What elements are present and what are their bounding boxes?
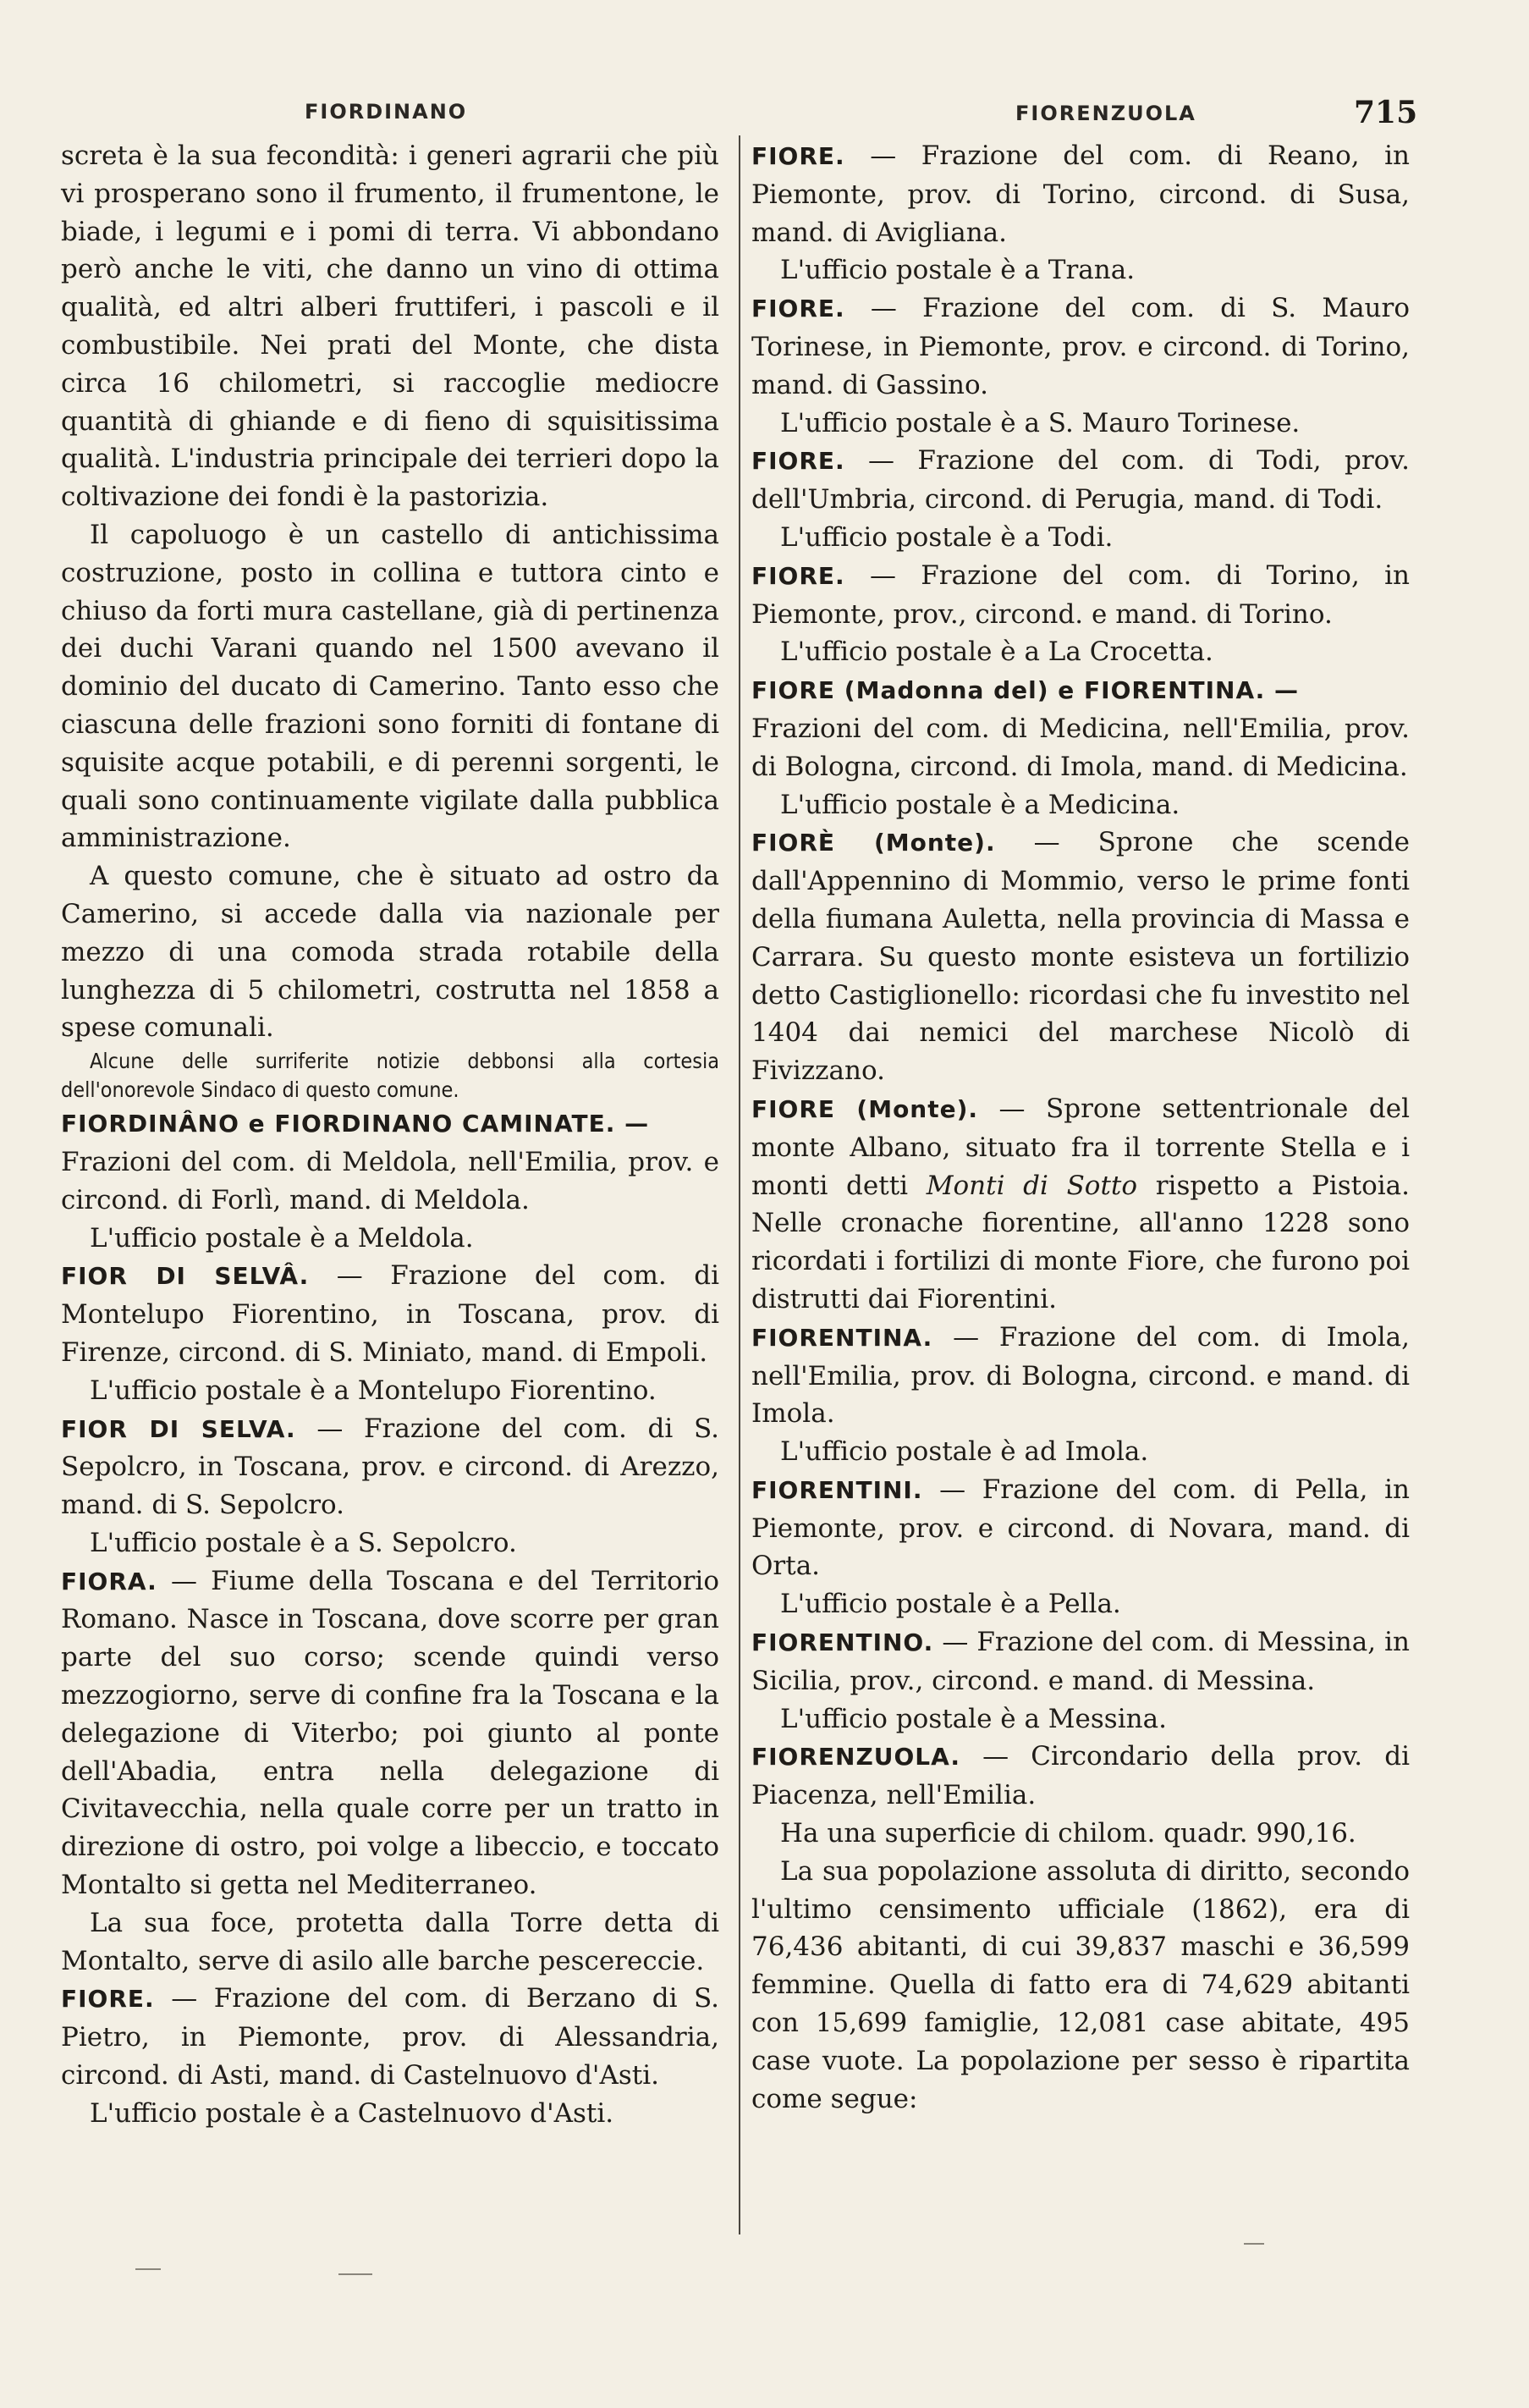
gazetteer-entry bbox=[61, 1562, 719, 1904]
paragraph: La sua popolazione assoluta di diritto, secondo l'ultimo censimento ufficiale (1862), era di 76,436 abitanti, di cui 39,837 maschi e 36,599 femmine. Quella di fatto era di 74,629 abitanti con 15,699 famiglie, 12,081 case abitate, 495 case vuote. La popolazione per sesso è ripartita come segue: bbox=[751, 1855, 1410, 2114]
entry-text: Frazioni del com. di Medicina, nell'Emilia, prov. di Bologna, circond. di Imola, mand. di Medicina. bbox=[751, 713, 1410, 782]
entry-headword: FIORENTINA. bbox=[751, 1323, 933, 1352]
print-speck bbox=[1244, 2243, 1264, 2245]
gazetteer-entry bbox=[751, 1090, 1410, 1319]
postal-office-line: L'ufficio postale è a S. Sepolcro. bbox=[90, 1527, 517, 1558]
entry-text: — Frazione del com. di S. Sepolcro, in Toscana, prov. e circond. di Arezzo, mand. di S. Sepolcro. bbox=[61, 1413, 719, 1521]
entry-headword: FIORE. bbox=[751, 295, 845, 323]
entry-headword: FIORA. bbox=[61, 1567, 157, 1595]
entry-text: — Frazione del com. di Todi, prov. dell'Umbria, circond. di Perugia, mand. di Todi. bbox=[751, 445, 1410, 515]
print-speck bbox=[135, 2268, 161, 2270]
postal-office-line: L'ufficio postale è a Meldola. bbox=[90, 1222, 474, 1254]
gazetteer-entry bbox=[751, 289, 1410, 404]
paragraph: screta è la sua fecondità: i generi agrarii che più vi prosperano sono il frumento, il frumentone, le biade, i legumi e i pomi di terra. Vi abbondano però anche le viti, che danno un vino di ottima qualità, ed altri alberi fruttiferi, i pascoli e il combustibile. Nei prati del Monte, che dista circa 16 chilometri, si raccoglie mediocre quantità di ghiande e di fieno di squisitissima qualità. L'industria principale dei terrieri dopo la coltivazione dei fondi è la pastorizia. bbox=[61, 141, 719, 513]
gazetteer-entry bbox=[751, 1319, 1410, 1433]
entry-headword: FIOR DI SELVÂ. bbox=[61, 1262, 310, 1291]
entry-headword: FIOR DI SELVA. bbox=[61, 1414, 296, 1443]
postal-office-line: L'ufficio postale è ad Imola. bbox=[780, 1436, 1149, 1468]
running-header-left: FIORDINANO bbox=[305, 100, 468, 124]
entry-text: — Frazione del com. di Messina, in Sicilia, prov., circond. e mand. di Messina. bbox=[751, 1627, 1411, 1696]
postal-office-line: L'ufficio postale è a Medicina. bbox=[780, 789, 1180, 820]
postal-office-line: L'ufficio postale è a Montelupo Fiorentino. bbox=[90, 1375, 657, 1406]
postal-office-line: L'ufficio postale è a La Crocetta. bbox=[780, 636, 1213, 668]
gazetteer-entry bbox=[751, 1738, 1410, 1815]
entry-text: — Frazione del com. di Pella, in Piemonte, prov. e circond. di Novara, mand. di Orta. bbox=[751, 1474, 1410, 1582]
gazetteer-entry bbox=[751, 442, 1410, 519]
gazetteer-entry bbox=[751, 137, 1410, 251]
entry-text: — Circondario della prov. di Piacenza, nell'Emilia. bbox=[751, 1741, 1411, 1811]
entry-headword: FIORE. bbox=[751, 142, 845, 170]
right-column bbox=[751, 137, 1410, 2118]
entry-text: rispetto a Pistoia. Nelle cronache fiorentine, all'anno 1228 sono ricordati i fortilizi di monte Fiore, che furono poi distrutti dai Fiorentini. bbox=[751, 1170, 1410, 1314]
gazetteer-entry bbox=[751, 824, 1410, 1090]
running-header-right: FIORENZUOLA bbox=[1015, 102, 1196, 125]
entry-text: — Sprone settentrionale del monte Albano, situato fra il torrente Stella e i monti detti bbox=[751, 1093, 1410, 1201]
entry-headword: FIORE. bbox=[751, 561, 845, 590]
postal-office-line: L'ufficio postale è a Castelnuovo d'Asti. bbox=[90, 2097, 614, 2129]
entry-text: — Frazione del com. di S. Mauro Torinese, in Piemonte, prov. e circond. di Torino, mand. di Gassino. bbox=[751, 293, 1410, 400]
postal-office-line: L'ufficio postale è a Todi. bbox=[780, 521, 1114, 553]
entry-text: — Frazione del com. di Torino, in Piemonte, prov., circond. e mand. di Torino. bbox=[751, 559, 1411, 630]
postal-office-line: L'ufficio postale è a Trana. bbox=[780, 255, 1136, 286]
postal-office-line: L'ufficio postale è a S. Mauro Torinese. bbox=[780, 407, 1301, 438]
entry-text: — Sprone che scende dall'Appennino di Mommio, verso le prime fonti della fiumana Auletta, nella provincia di Massa e Carrara. Su questo monte esisteva un fortilizio detto Castiglionello: ricordasi che fu investito nel 1404 dai nemici del marchese Nicolò di Fivizzano. bbox=[751, 827, 1411, 1087]
gazetteer-entry bbox=[61, 1105, 719, 1143]
entry-text: — Fiume della Toscana e del Territorio Romano. Nasce in Toscana, dove scorre per gran parte del suo corso; scende quindi verso mezzogiorno, serve di confine fra la Toscana e la delegazione di Viterbo; poi giunto al ponte dell'Abadia, entra nella delegazione di Civitavecchia, nella quale corre per un tratto in direzione di ostro, poi volge a libeccio, e toccato Montalto si getta nel Mediterraneo. bbox=[61, 1565, 719, 1901]
gazetteer-entry bbox=[751, 557, 1410, 634]
entry-text: — Frazione del com. di Montelupo Fiorentino, in Toscana, prov. di Firenze, circond. di S. Miniato, mand. di Empoli. bbox=[61, 1260, 719, 1368]
entry-headword: FIORENTINI. bbox=[751, 1475, 923, 1504]
print-speck bbox=[338, 2273, 372, 2275]
entry-headword: FIORE. bbox=[751, 447, 845, 476]
gazetteer-entry bbox=[61, 1257, 719, 1371]
entry-headword: FIORE. bbox=[61, 1985, 155, 2014]
left-column bbox=[61, 137, 719, 2133]
italic-place-name: Monti di Sotto bbox=[926, 1170, 1138, 1201]
entry-headword: FIORE (Madonna del) e FIORENTINA. — bbox=[751, 676, 1300, 705]
entry-headword: FIORE (Monte). bbox=[751, 1094, 979, 1123]
page-number: 715 bbox=[1354, 95, 1418, 130]
entry-text: — Frazione del com. di Reano, in Piemonte, prov. di Torino, circond. di Susa, mand. di Avigliana. bbox=[751, 141, 1411, 248]
entry-headword: FIORDINÂNO e FIORDINANO CAMINATE. — bbox=[61, 1110, 650, 1138]
gazetteer-entry bbox=[751, 1471, 1410, 1585]
entry-text: Frazioni del com. di Meldola, nell'Emilia, prov. e circond. di Forlì, mand. di Meldola. bbox=[61, 1146, 719, 1215]
entry-text: — Frazione del com. di Imola, nell'Emilia, prov. di Bologna, circond. e mand. di Imola. bbox=[751, 1321, 1410, 1430]
gazetteer-entry bbox=[751, 1623, 1410, 1700]
gazetteer-entry bbox=[751, 671, 1410, 710]
paragraph: Ha una superficie di chilom. quadr. 990,16. bbox=[780, 1818, 1356, 1849]
footnote: Alcune delle surriferite notizie debbonsi alla cortesia dell'onorevole Sindaco di questo comune. bbox=[61, 1049, 719, 1103]
entry-text: — Frazione del com. di Berzano di S. Pietro, in Piemonte, prov. di Alessandria, circond. di Asti, mand. di Castelnuovo d'Asti. bbox=[61, 1983, 720, 2091]
paragraph: Il capoluogo è un castello di antichissima costruzione, posto in collina e tuttora cinto e chiuso da forti mura castellane, già di pertinenza dei duchi Varani quando nel 1500 avevano il dominio del ducato di Camerino. Tanto esso che ciascuna delle frazioni sono forniti di fontane di squisite acque potabili, e di perenni sorgenti, le quali sono continuamente vigilate dalla pubblica amministrazione. bbox=[61, 519, 719, 854]
paragraph: A questo comune, che è situato ad ostro da Camerino, si accede dalla via nazionale per mezzo di una comoda strada rotabile della lunghezza di 5 chilometri, costrutta nel 1858 a spese comunali. bbox=[61, 861, 719, 1044]
column-divider bbox=[739, 135, 740, 2234]
entry-headword: FIORENZUOLA. bbox=[751, 1743, 960, 1772]
paragraph: La sua foce, protetta dalla Torre detta di Montalto, serve di asilo alle barche pescereccie. bbox=[61, 1907, 719, 1976]
entry-headword: FIORÈ (Monte). bbox=[751, 829, 996, 857]
gazetteer-entry bbox=[61, 1980, 719, 2094]
entry-headword: FIORENTINO. bbox=[751, 1628, 934, 1657]
postal-office-line: L'ufficio postale è a Pella. bbox=[780, 1589, 1121, 1620]
gazetteer-entry bbox=[61, 1410, 719, 1524]
postal-office-line: L'ufficio postale è a Messina. bbox=[780, 1703, 1167, 1734]
